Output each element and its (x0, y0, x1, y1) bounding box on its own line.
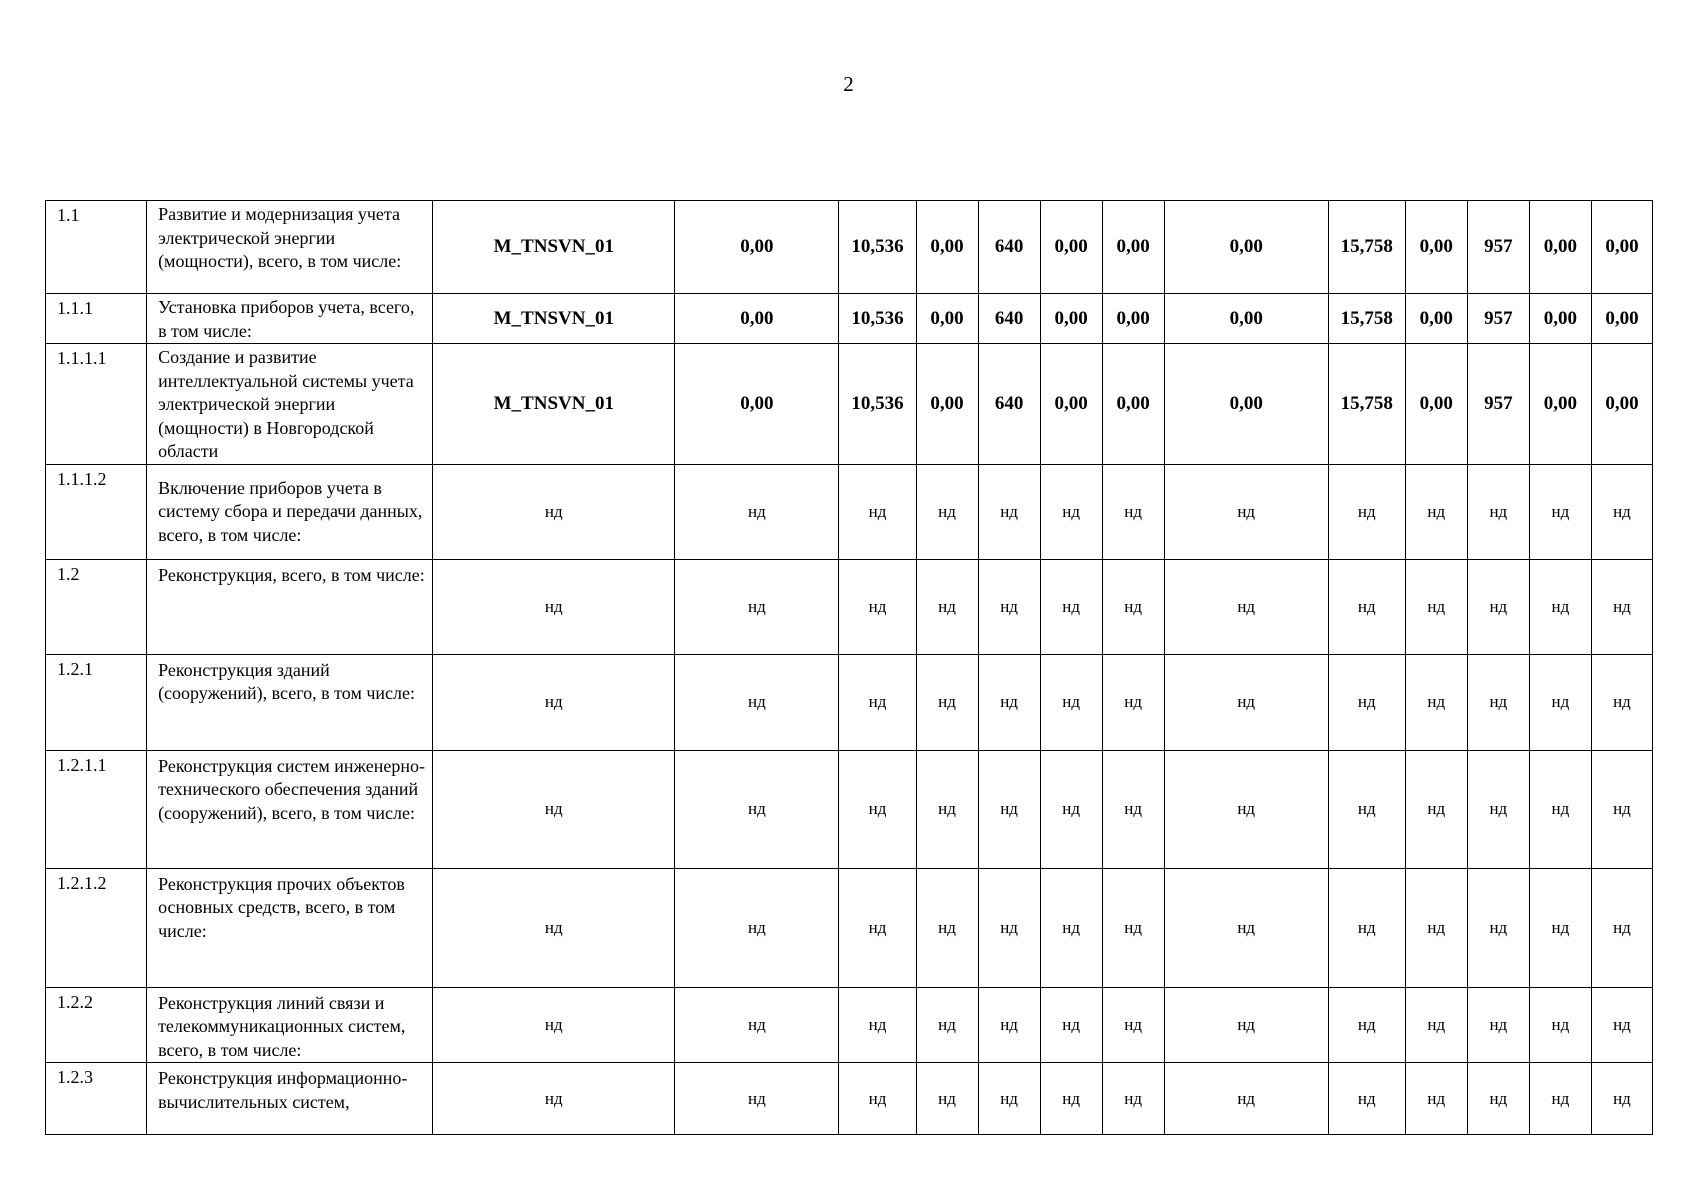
row-value: 957 (1467, 344, 1529, 465)
row-value: нд (1102, 559, 1164, 654)
row-value: нд (916, 987, 978, 1063)
table-row (46, 201, 1653, 294)
row-value: нд (675, 750, 839, 868)
row-value: нд (839, 1063, 916, 1135)
row-number: 1.2.1.2 (46, 868, 147, 987)
row-identifier: нд (433, 464, 675, 559)
row-value: нд (1328, 868, 1405, 987)
row-value: нд (1529, 1063, 1591, 1135)
row-value: нд (1405, 750, 1467, 868)
row-identifier: нд (433, 1063, 675, 1135)
row-value: нд (675, 987, 839, 1063)
row-value: нд (1102, 1063, 1164, 1135)
row-value: 10,536 (839, 201, 916, 294)
row-value: нд (1529, 654, 1591, 750)
row-value: 15,758 (1328, 344, 1405, 465)
row-value: нд (1164, 464, 1328, 559)
row-value: нд (1405, 654, 1467, 750)
row-value: нд (916, 1063, 978, 1135)
row-value: нд (1529, 464, 1591, 559)
row-value: нд (1405, 868, 1467, 987)
row-identifier: нд (433, 868, 675, 987)
row-value: нд (916, 868, 978, 987)
row-value: нд (1467, 464, 1529, 559)
row-value: нд (1040, 464, 1102, 559)
row-name: Реконструкция информационно-вычислительных систем, (147, 1063, 433, 1135)
table-row (46, 294, 1653, 344)
row-value: 0,00 (1591, 294, 1652, 344)
row-value: 640 (978, 344, 1040, 465)
row-value: нд (978, 1063, 1040, 1135)
row-value: нд (978, 750, 1040, 868)
row-value: 0,00 (1529, 294, 1591, 344)
row-value: нд (1164, 559, 1328, 654)
row-value: 0,00 (1591, 201, 1652, 294)
row-value: 0,00 (675, 294, 839, 344)
row-value: нд (1328, 654, 1405, 750)
row-value: нд (675, 654, 839, 750)
row-value: 15,758 (1328, 201, 1405, 294)
row-value: 0,00 (1102, 294, 1164, 344)
row-value: нд (1591, 987, 1652, 1063)
row-name: Реконструкция, всего, в том числе: (147, 559, 433, 654)
row-value: нд (1328, 1063, 1405, 1135)
row-name: Реконструкция систем инженерно-технического обеспечения зданий (сооружений), всего, в том числе: (147, 750, 433, 868)
row-identifier: нд (433, 987, 675, 1063)
row-value: 0,00 (1405, 201, 1467, 294)
row-value: 0,00 (1102, 201, 1164, 294)
row-value: нд (1591, 1063, 1652, 1135)
row-value: 0,00 (1102, 344, 1164, 465)
row-value: нд (1467, 987, 1529, 1063)
row-value: нд (1405, 464, 1467, 559)
row-value: нд (1467, 559, 1529, 654)
row-number: 1.2.1 (46, 654, 147, 750)
row-value: нд (978, 559, 1040, 654)
row-value: нд (1040, 1063, 1102, 1135)
row-value: 15,758 (1328, 294, 1405, 344)
row-value: 0,00 (1040, 344, 1102, 465)
table-row (46, 464, 1653, 559)
row-identifier: M_TNSVN_01 (433, 344, 675, 465)
row-value: 10,536 (839, 294, 916, 344)
row-identifier: M_TNSVN_01 (433, 294, 675, 344)
investment-program-table (45, 200, 1653, 1135)
table-row (46, 750, 1653, 868)
row-name: Установка приборов учета, всего, в том числе: (147, 294, 433, 344)
table-body (46, 201, 1653, 1135)
row-value: нд (1164, 987, 1328, 1063)
row-value: 640 (978, 201, 1040, 294)
table-row (46, 344, 1653, 465)
row-number: 1.1 (46, 201, 147, 294)
row-name: Реконструкция прочих объектов основных средств, всего, в том числе: (147, 868, 433, 987)
row-value: нд (978, 464, 1040, 559)
row-number: 1.2 (46, 559, 147, 654)
row-value: 0,00 (1529, 344, 1591, 465)
row-value: нд (1591, 868, 1652, 987)
row-value: нд (1405, 1063, 1467, 1135)
row-value: нд (1102, 987, 1164, 1063)
row-number: 1.2.2 (46, 987, 147, 1063)
row-value: нд (1591, 654, 1652, 750)
row-value: нд (916, 464, 978, 559)
row-name: Создание и развитие интеллектуальной системы учета электрической энергии (мощности) в Новгородской области (147, 344, 433, 465)
row-value: нд (1591, 750, 1652, 868)
row-number: 1.1.1 (46, 294, 147, 344)
row-value: нд (1164, 750, 1328, 868)
row-name: Развитие и модернизация учета электрической энергии (мощности), всего, в том числе: (147, 201, 433, 294)
row-number: 1.1.1.2 (46, 464, 147, 559)
row-value: 0,00 (916, 201, 978, 294)
row-value: нд (839, 464, 916, 559)
page-number: 2 (843, 72, 854, 96)
row-value: нд (839, 868, 916, 987)
row-value: 0,00 (675, 201, 839, 294)
row-value: нд (1102, 868, 1164, 987)
row-value: нд (839, 654, 916, 750)
row-value: нд (675, 1063, 839, 1135)
row-value: 957 (1467, 294, 1529, 344)
row-value: нд (1102, 654, 1164, 750)
row-value: 0,00 (1164, 344, 1328, 465)
table-row (46, 1063, 1653, 1135)
row-value: нд (675, 868, 839, 987)
row-value: нд (916, 654, 978, 750)
table-row (46, 868, 1653, 987)
row-value: нд (1328, 464, 1405, 559)
row-value: нд (1164, 654, 1328, 750)
row-value: нд (916, 750, 978, 868)
row-value: 0,00 (916, 294, 978, 344)
row-value: 0,00 (916, 344, 978, 465)
row-identifier: M_TNSVN_01 (433, 201, 675, 294)
row-value: нд (839, 750, 916, 868)
row-value: нд (1164, 1063, 1328, 1135)
row-identifier: нд (433, 654, 675, 750)
row-value: нд (1040, 750, 1102, 868)
row-value: нд (1164, 868, 1328, 987)
row-value: нд (1467, 1063, 1529, 1135)
row-value: 0,00 (1529, 201, 1591, 294)
row-value: нд (1467, 654, 1529, 750)
row-value: нд (1529, 750, 1591, 868)
row-number: 1.1.1.1 (46, 344, 147, 465)
row-identifier: нд (433, 559, 675, 654)
row-value: нд (1405, 559, 1467, 654)
row-value: нд (1591, 464, 1652, 559)
row-value: нд (978, 868, 1040, 987)
row-value: 0,00 (1591, 344, 1652, 465)
row-value: нд (1467, 750, 1529, 868)
row-value: 0,00 (1405, 294, 1467, 344)
table-row (46, 987, 1653, 1063)
row-name: Включение приборов учета в систему сбора и передачи данных, всего, в том числе: (147, 464, 433, 559)
row-name: Реконструкция линий связи и телекоммуникационных систем, всего, в том числе: (147, 987, 433, 1063)
row-value: нд (1328, 750, 1405, 868)
row-value: нд (1328, 987, 1405, 1063)
row-value: 10,536 (839, 344, 916, 465)
row-value: 0,00 (1164, 294, 1328, 344)
row-name: Реконструкция зданий (сооружений), всего, в том числе: (147, 654, 433, 750)
row-value: нд (1328, 559, 1405, 654)
table-row (46, 654, 1653, 750)
row-value: 0,00 (675, 344, 839, 465)
row-value: нд (1529, 868, 1591, 987)
row-value: нд (1591, 559, 1652, 654)
row-value: нд (978, 654, 1040, 750)
row-value: нд (839, 559, 916, 654)
row-value: 0,00 (1405, 344, 1467, 465)
row-value: нд (916, 559, 978, 654)
row-value: нд (1040, 868, 1102, 987)
row-value: нд (675, 559, 839, 654)
row-value: нд (1529, 987, 1591, 1063)
row-value: 0,00 (1040, 294, 1102, 344)
row-value: нд (1529, 559, 1591, 654)
row-identifier: нд (433, 750, 675, 868)
table-row (46, 559, 1653, 654)
row-number: 1.2.3 (46, 1063, 147, 1135)
row-value: нд (1102, 750, 1164, 868)
row-value: нд (978, 987, 1040, 1063)
row-value: нд (839, 987, 916, 1063)
row-value: 640 (978, 294, 1040, 344)
row-value: 0,00 (1164, 201, 1328, 294)
row-value: 957 (1467, 201, 1529, 294)
row-value: нд (675, 464, 839, 559)
row-value: 0,00 (1040, 201, 1102, 294)
row-value: нд (1102, 464, 1164, 559)
row-value: нд (1467, 868, 1529, 987)
row-value: нд (1040, 559, 1102, 654)
row-value: нд (1040, 654, 1102, 750)
row-value: нд (1405, 987, 1467, 1063)
row-value: нд (1040, 987, 1102, 1063)
row-number: 1.2.1.1 (46, 750, 147, 868)
